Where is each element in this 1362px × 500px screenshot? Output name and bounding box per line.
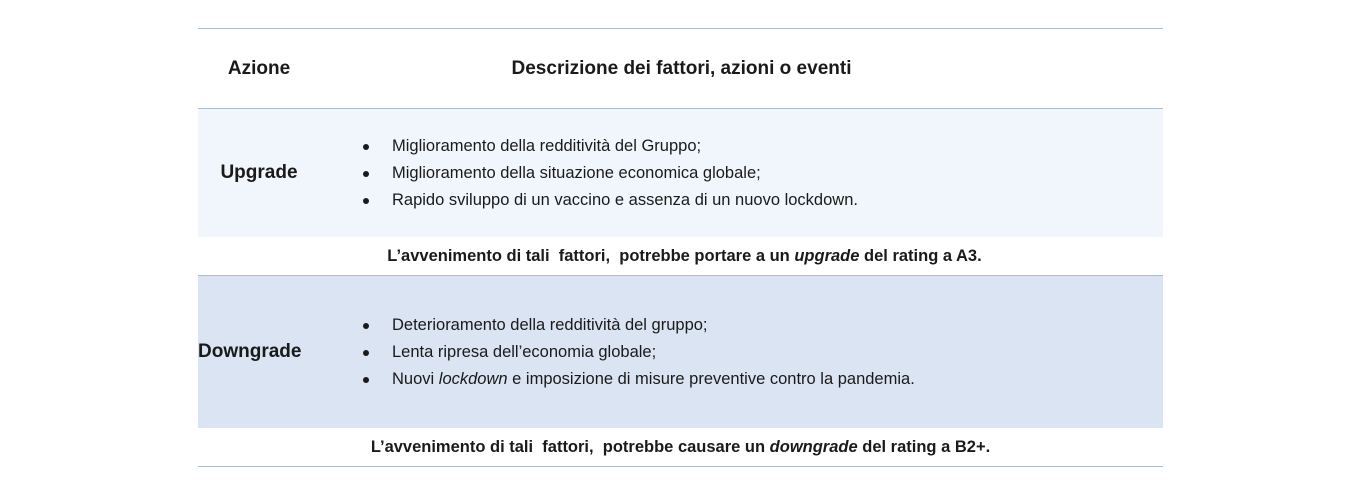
note-text-end: del rating a B2+. [857, 437, 991, 456]
bullet-icon [363, 377, 369, 383]
note-emphasis: upgrade [794, 246, 860, 265]
list-item [360, 339, 1163, 366]
downgrade-bullet-list [360, 312, 1163, 393]
list-item-text: Deterioramento della redditività del gruppo; [392, 315, 708, 334]
list-item [360, 366, 1163, 393]
list-item-text: Rapido sviluppo di un vaccino e assenza di un nuovo lockdown. [392, 190, 858, 209]
note-text: L’avvenimento di tali fattori, potrebbe portare a un [387, 246, 795, 265]
list-item [360, 187, 1163, 214]
upgrade-factors [320, 133, 1163, 214]
list-item [360, 312, 1163, 339]
bullet-icon [363, 350, 369, 356]
header-description: Descrizione dei fattori, azioni o eventi [511, 57, 852, 79]
bullet-icon [363, 198, 369, 204]
downgrade-label: Downgrade [198, 341, 302, 362]
downgrade-note [198, 428, 1163, 466]
downgrade-factors [320, 312, 1163, 393]
list-item-emphasis: lockdown [438, 369, 508, 388]
header-action: Azione [227, 57, 291, 79]
bullet-icon [363, 323, 369, 329]
upgrade-row [198, 109, 1163, 237]
list-item-text: Nuovi [392, 369, 439, 388]
list-item-text: Lenta ripresa dell’economia globale; [392, 342, 657, 361]
bullet-icon [363, 171, 369, 177]
rating-table [198, 28, 1163, 467]
bottom-rule [198, 466, 1163, 467]
list-item-text: Miglioramento della situazione economica globale; [392, 163, 761, 182]
list-item-text: Miglioramento della redditività del Gruppo; [392, 136, 702, 155]
list-item-text-end: e imposizione di misure preventive contro la pandemia. [507, 369, 915, 388]
list-item [360, 133, 1163, 160]
bullet-icon [363, 144, 369, 150]
note-emphasis: downgrade [769, 437, 858, 456]
downgrade-row [198, 276, 1163, 428]
table-header [198, 29, 1163, 108]
note-text: L’avvenimento di tali fattori, potrebbe causare un [370, 437, 770, 456]
upgrade-note [198, 237, 1163, 275]
upgrade-bullet-list [360, 133, 1163, 214]
list-item [360, 160, 1163, 187]
upgrade-label: Upgrade [220, 162, 298, 183]
note-text-end: del rating a A3. [859, 246, 982, 265]
